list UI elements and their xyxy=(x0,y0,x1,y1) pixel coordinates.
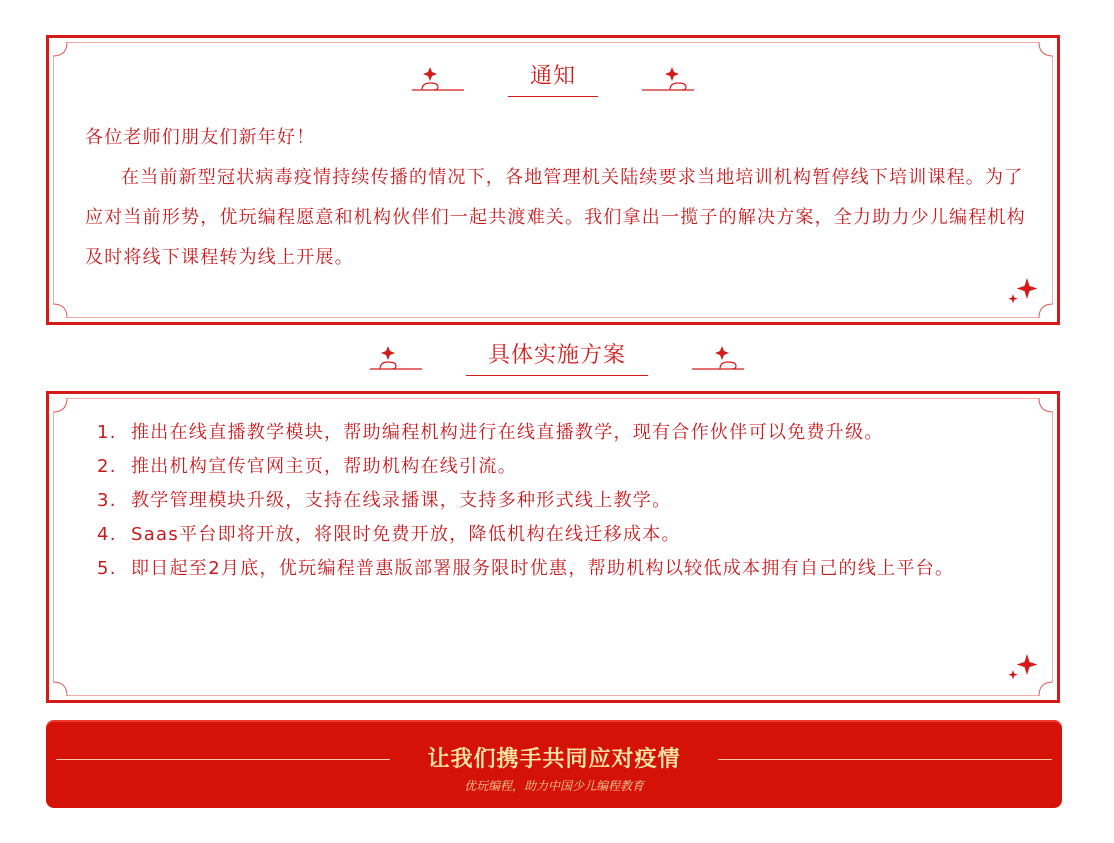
cloud-star-ornament-icon xyxy=(366,342,426,376)
notice-paragraph: 在当前新型冠状病毒疫情持续传播的情况下，各地管理机关陆续要求当地培训机构暂停线下培训课程。为了应对当前形势，优玩编程愿意和机构伙伴们一起共渡难关。我们拿出一揽子的解决方案，全力助力少儿编程机构及时将线下课程转为线上开展。 xyxy=(85,167,1026,268)
plan-heading xyxy=(0,341,1114,376)
plan-panel xyxy=(46,391,1060,703)
notice-greeting: 各位老师们朋友们新年好！ xyxy=(85,127,316,148)
sparkle-icon xyxy=(1007,276,1041,306)
footer-subtitle: 优玩编程，助力中国少儿编程教育 xyxy=(463,779,644,793)
sparkle-icon xyxy=(1007,652,1041,682)
plan-list xyxy=(97,416,1027,586)
list-item: 4. Saas平台即将开放，将限时免费开放，降低机构在线迁移成本。 xyxy=(97,524,681,545)
cloud-star-ornament-icon xyxy=(688,342,748,376)
cloud-star-ornament-icon xyxy=(408,63,468,97)
footer-banner xyxy=(46,720,1062,808)
notice-title: 通知 xyxy=(508,62,598,97)
list-item: 5. 即日起至2月底，优玩编程普惠版部署服务限时优惠，帮助机构以较低成本拥有自己的线上平台。 xyxy=(97,558,955,579)
cloud-star-ornament-icon xyxy=(638,63,698,97)
notice-panel xyxy=(46,35,1060,325)
plan-title: 具体实施方案 xyxy=(466,341,648,376)
list-item: 3. 教学管理模块升级，支持在线录播课，支持多种形式线上教学。 xyxy=(97,490,672,511)
list-item: 2. 推出机构宣传官网主页，帮助机构在线引流。 xyxy=(97,456,517,477)
notice-heading xyxy=(49,62,1057,97)
footer-title: 让我们携手共同应对疫情 xyxy=(427,747,681,772)
notice-body xyxy=(85,118,1029,278)
list-item: 1. 推出在线直播教学模块，帮助编程机构进行在线直播教学，现有合作伙伴可以免费升级。 xyxy=(97,422,884,443)
